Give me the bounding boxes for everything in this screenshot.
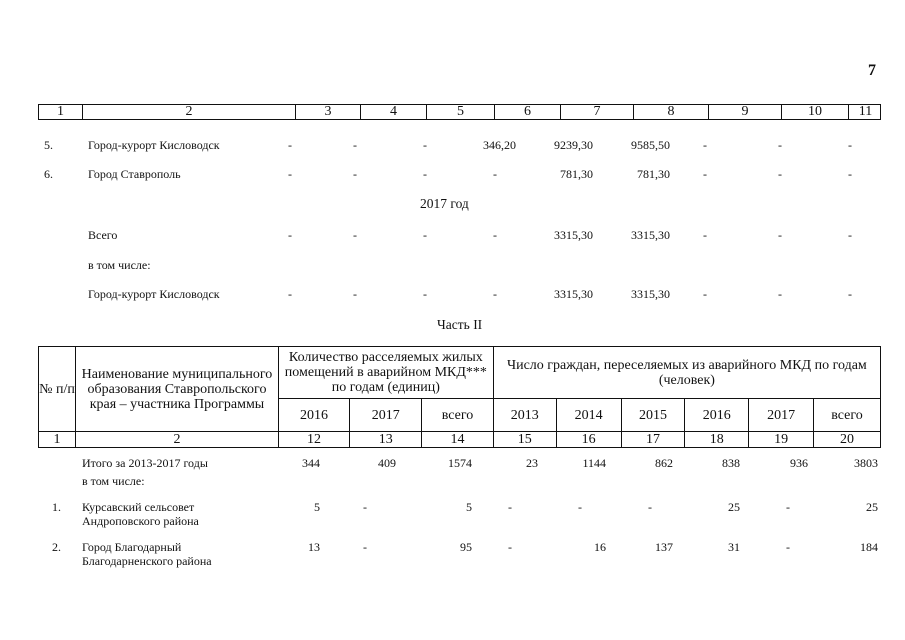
row-number: 2. (52, 540, 61, 554)
header-year: 2017 (350, 399, 422, 432)
cell: - (288, 138, 292, 152)
municipality-name: Город Ставрополь (88, 167, 181, 181)
cell: - (648, 500, 652, 514)
cell: 936 (790, 456, 808, 470)
cell: 1574 (448, 456, 472, 470)
cell: 25 (866, 500, 878, 514)
col-num: 9 (708, 105, 781, 119)
municipality-district: Благодарненского района (82, 554, 212, 568)
cell: 3803 (854, 456, 878, 470)
cell: 25 (728, 500, 740, 514)
cell: 16 (594, 540, 606, 554)
cell: 184 (860, 540, 878, 554)
cell: - (508, 540, 512, 554)
header-number: № п/п (39, 347, 76, 432)
cell: - (353, 167, 357, 181)
cell: - (778, 167, 782, 181)
cell: 1144 (582, 456, 606, 470)
cell: 95 (460, 540, 472, 554)
cell: 3315,30 (631, 228, 670, 242)
row-number: 6. (44, 167, 53, 181)
header-year: 2016 (278, 399, 349, 432)
header-year: 2017 (749, 399, 814, 432)
including-label: в том числе: (82, 474, 145, 488)
cell: - (363, 500, 367, 514)
header-citizens-group: Число граждан, переселяемых из аварийного МКД по годам (человек) (493, 347, 880, 399)
col-num: 19 (749, 432, 814, 448)
part1-column-number-header (38, 104, 881, 120)
cell: 9239,30 (554, 138, 593, 152)
cell: - (703, 228, 707, 242)
col-num: 15 (493, 432, 556, 448)
cell: - (353, 228, 357, 242)
cell: - (423, 138, 427, 152)
municipality-name: Город-курорт Кисловодск (88, 138, 220, 152)
cell: - (288, 167, 292, 181)
page-number: 7 (868, 62, 876, 79)
col-num: 13 (350, 432, 422, 448)
cell: 781,30 (560, 167, 593, 181)
header-year: 2015 (621, 399, 685, 432)
part2-header-table (38, 346, 881, 448)
col-num: 6 (494, 105, 560, 119)
total-label: Итого за 2013-2017 годы (82, 456, 208, 470)
cell: 3315,30 (631, 287, 670, 301)
cell: 137 (655, 540, 673, 554)
col-num: 20 (814, 432, 881, 448)
cell: - (848, 287, 852, 301)
cell: - (353, 287, 357, 301)
cell: - (703, 167, 707, 181)
municipality-name: Город-курорт Кисловодск (88, 287, 220, 301)
header-total: всего (422, 399, 494, 432)
col-num: 14 (422, 432, 494, 448)
cell: 9585,50 (631, 138, 670, 152)
cell: - (778, 287, 782, 301)
cell: 862 (655, 456, 673, 470)
cell: - (423, 287, 427, 301)
cell: - (423, 228, 427, 242)
header-total: всего (814, 399, 881, 432)
row-number: 5. (44, 138, 53, 152)
header-year: 2016 (685, 399, 749, 432)
col-num: 7 (560, 105, 633, 119)
col-num: 16 (556, 432, 621, 448)
cell: 781,30 (637, 167, 670, 181)
total-label: Всего (88, 228, 118, 242)
col-num: 11 (848, 105, 882, 119)
cell: 346,20 (483, 138, 516, 152)
col-num: 10 (781, 105, 848, 119)
cell: - (363, 540, 367, 554)
header-dwellings-group: Количество расселяемых жилых помещений в аварийном МКД*** по годам (единиц) (278, 347, 493, 399)
cell: - (778, 228, 782, 242)
col-num: 1 (57, 104, 64, 119)
cell: - (848, 138, 852, 152)
municipality-name: Город Благодарный (82, 540, 182, 554)
cell: 5 (466, 500, 472, 514)
cell: - (508, 500, 512, 514)
cell: - (578, 500, 582, 514)
col-num: 4 (360, 105, 426, 119)
cell: - (353, 138, 357, 152)
header-year: 2014 (556, 399, 621, 432)
col-num: 12 (278, 432, 349, 448)
row-number: 1. (52, 500, 61, 514)
col-num: 3 (295, 105, 360, 119)
cell: 5 (314, 500, 320, 514)
cell: 409 (378, 456, 396, 470)
municipality-name: Курсавский сельсовет (82, 500, 195, 514)
cell: - (288, 287, 292, 301)
col-num: 2 (82, 105, 295, 119)
col-num: 2 (75, 432, 278, 448)
cell: - (493, 167, 497, 181)
cell: 344 (302, 456, 320, 470)
col-num: 8 (633, 105, 708, 119)
cell: - (703, 138, 707, 152)
cell: 3315,30 (554, 228, 593, 242)
cell: - (493, 287, 497, 301)
col-num: 1 (39, 432, 76, 448)
col-num: 17 (621, 432, 685, 448)
cell: - (288, 228, 292, 242)
cell: - (848, 167, 852, 181)
cell: - (778, 138, 782, 152)
municipality-district: Андроповского района (82, 514, 199, 528)
cell: - (786, 500, 790, 514)
part2-title: Часть II (437, 317, 483, 332)
cell: 838 (722, 456, 740, 470)
including-label: в том числе: (88, 258, 151, 272)
cell: 13 (308, 540, 320, 554)
year-heading: 2017 год (420, 196, 469, 211)
cell: 3315,30 (554, 287, 593, 301)
col-num: 5 (426, 105, 494, 119)
cell: 23 (526, 456, 538, 470)
header-year: 2013 (493, 399, 556, 432)
col-num: 18 (685, 432, 749, 448)
header-municipality: Наименование муниципального образования Ставропольского края – участника Программы (75, 347, 278, 432)
cell: - (703, 287, 707, 301)
cell: - (786, 540, 790, 554)
cell: - (848, 228, 852, 242)
cell: 31 (728, 540, 740, 554)
cell: - (423, 167, 427, 181)
cell: - (493, 228, 497, 242)
